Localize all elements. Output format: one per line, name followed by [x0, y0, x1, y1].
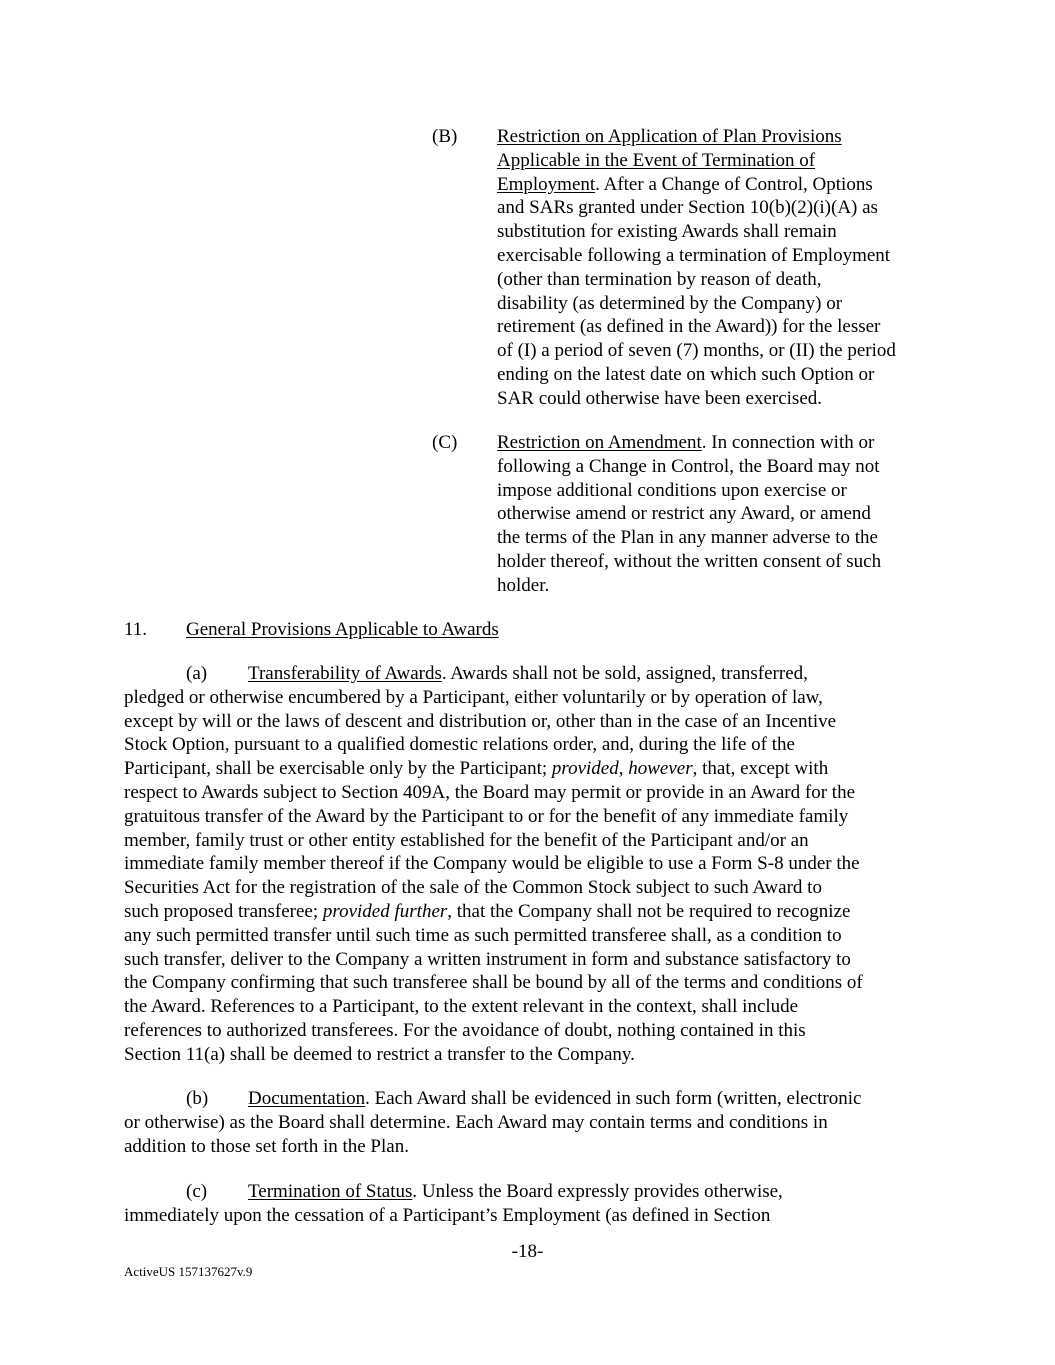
text-line: of (I) a period of seven (7) months, or (II) the period [497, 340, 896, 362]
text-line: exercisable following a termination of Employment [497, 244, 891, 266]
text-line: holder thereof, without the written consent of such [497, 550, 882, 572]
text-line: holder. [497, 574, 550, 596]
text-line: following a Change in Control, the Board may not [497, 455, 880, 477]
text-line: (other than termination by reason of death, [497, 268, 822, 290]
text-line: immediately upon the cessation of a Participant’s Employment (as defined in Section [124, 1204, 771, 1226]
text-line: impose additional conditions upon exercise or [497, 479, 847, 501]
text-line: Stock Option, pursuant to a qualified domestic relations order, and, during the life of the [124, 734, 795, 756]
text-line: Section 11(a) shall be deemed to restrict a transfer to the Company. [124, 1043, 635, 1065]
subsection-c-heading: Restriction on Amendment [497, 432, 702, 453]
page-number: -18- [511, 1241, 544, 1262]
subsection-c-body [497, 431, 942, 598]
text-line: the Award. References to a Participant, to the extent relevant in the context, shall include [124, 996, 799, 1018]
text-line: references to authorized transferees. For the avoidance of doubt, nothing contained in this [124, 1019, 806, 1041]
subsection-c-label: (C) [432, 432, 458, 453]
emphasis: provided, however [551, 758, 693, 780]
text-line: retirement (as defined in the Award)) for the lesser [497, 316, 881, 338]
paragraph-a-label: (a) [186, 663, 208, 684]
text-line: . Each Award shall be evidenced in such form (written, electronic [365, 1088, 862, 1109]
paragraph-b-label: (b) [186, 1088, 209, 1109]
text-line: member, family trust or other entity established for the benefit of the Participant and/or an [124, 829, 809, 851]
text-line: disability (as determined by the Company) or [497, 292, 843, 314]
text-line: gratuitous transfer of the Award by the Participant to or for the benefit of any immediate family [124, 805, 849, 827]
text-line: Participant, shall be exercisable only by the Participant; provided, however, that, except with [124, 758, 829, 780]
text-line: pledged or otherwise encumbered by a Participant, either voluntarily or by operation of law, [124, 686, 823, 708]
paragraph-c [124, 1180, 936, 1228]
paragraph-c-label: (c) [186, 1181, 208, 1202]
subsection-b-heading: Restriction on Application of Plan Provisions [497, 126, 842, 147]
text-line: substitution for existing Awards shall remain [497, 221, 837, 243]
text-line: any such permitted transfer until such time as such permitted transferee shall, as a condition to [124, 924, 842, 946]
section-11-heading [124, 618, 936, 642]
subsection-b-body [497, 125, 942, 411]
text-line: immediate family member thereof if the Company would be eligible to use a Form S-8 under the [124, 853, 860, 875]
document-id-footer: ActiveUS 157137627v.9 [124, 1264, 253, 1279]
paragraph-c-heading: Termination of Status [248, 1181, 413, 1202]
text-line: except by will or the laws of descent and distribution or, other than in the case of an Incentive [124, 710, 837, 732]
paragraph-a [124, 662, 936, 1067]
paragraph-b-heading: Documentation [248, 1088, 366, 1109]
text-line: and SARs granted under Section 10(b)(2)(i)(A) as [497, 197, 878, 219]
text-line: the terms of the Plan in any manner adverse to the [497, 527, 878, 549]
paragraph-b [124, 1087, 936, 1158]
text-line: . Awards shall not be sold, assigned, transferred, [441, 663, 808, 684]
text-line: respect to Awards subject to Section 409A, the Board may permit or provide in an Award for the [124, 781, 855, 803]
section-title: General Provisions Applicable to Awards [186, 619, 499, 640]
text-line: such proposed transferee; provided further, that the Company shall not be required to recognize [124, 900, 851, 922]
text-line: ending on the latest date on which such Option or [497, 363, 875, 385]
text-line: . In connection with or [701, 432, 875, 453]
section-number: 11. [124, 619, 148, 640]
subsection-b-label: (B) [432, 126, 458, 147]
emphasis: provided further [322, 900, 448, 922]
text-line: such transfer, deliver to the Company a written instrument in form and substance satisfactory to [124, 948, 851, 970]
text-line: the Company confirming that such transferee shall be bound by all of the terms and conditions of [124, 972, 863, 994]
text-line: . Unless the Board expressly provides otherwise, [412, 1181, 783, 1202]
text-line: or otherwise) as the Board shall determine. Each Award may contain terms and conditions in [124, 1111, 828, 1133]
text-line: Securities Act for the registration of the sale of the Common Stock subject to such Award to [124, 877, 822, 899]
subsection-b-heading: Applicable in the Event of Termination of [497, 149, 816, 171]
text-line: SAR could otherwise have been exercised. [497, 387, 823, 409]
text-line: . After a Change of Control, Options [595, 173, 873, 195]
text-line: addition to those set forth in the Plan. [124, 1135, 409, 1157]
paragraph-a-heading: Transferability of Awards [248, 663, 442, 684]
subsection-b-heading: Employment [497, 173, 596, 195]
text-line: otherwise amend or restrict any Award, or amend [497, 503, 871, 525]
